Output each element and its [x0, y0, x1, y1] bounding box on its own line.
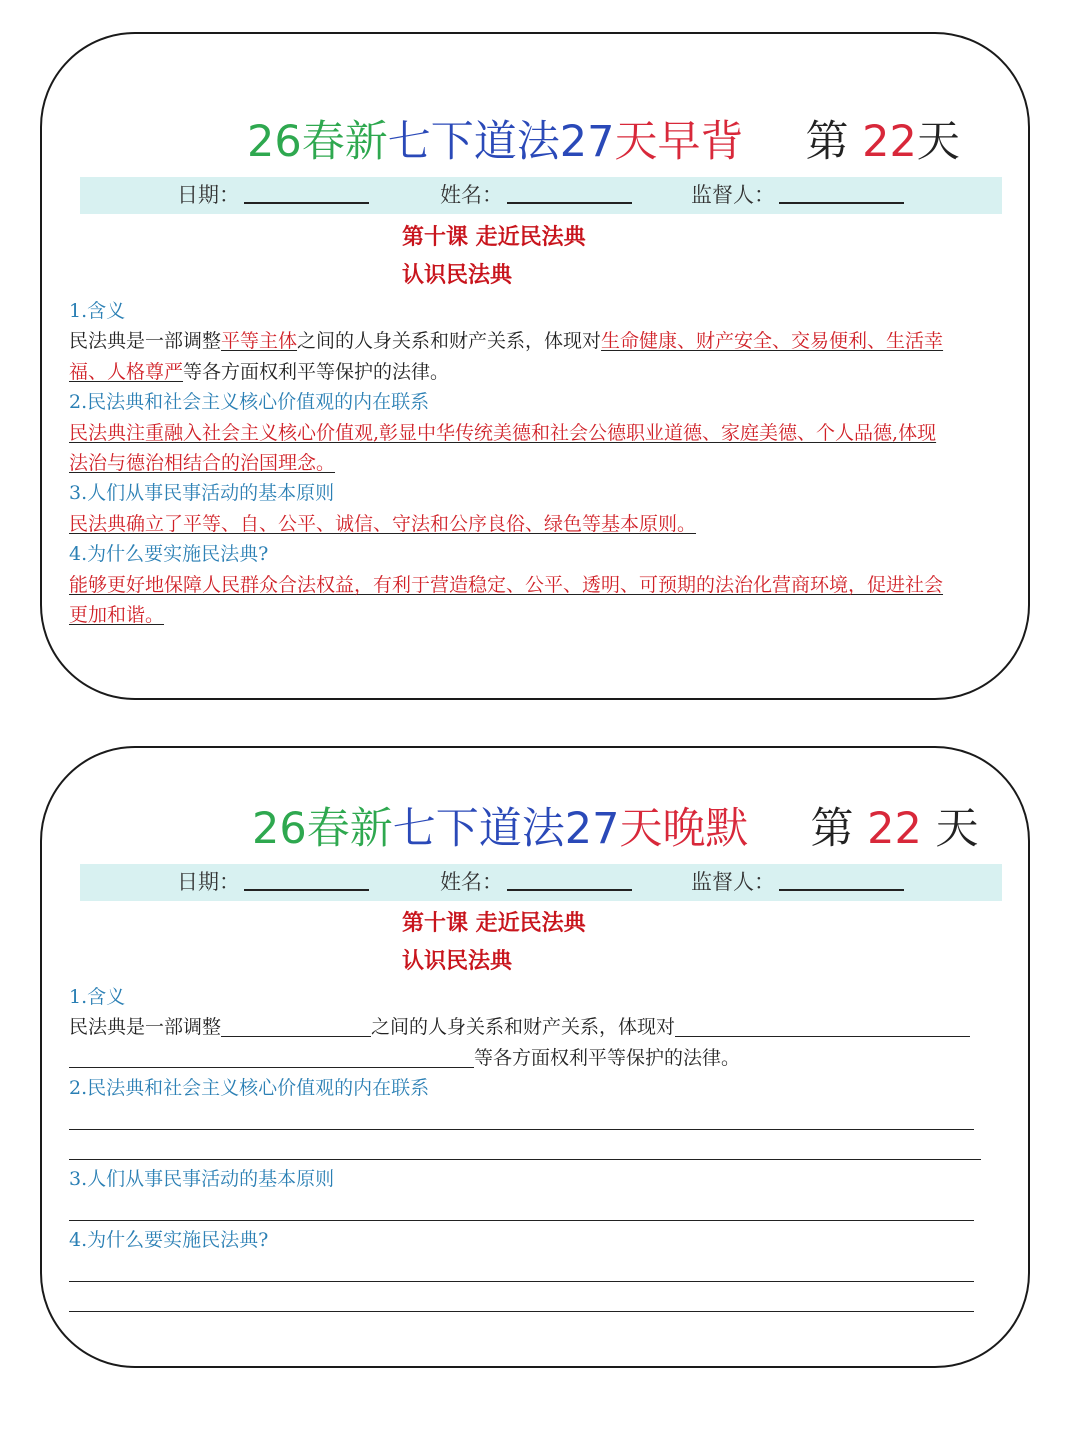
- supervisor-blank[interactable]: [779, 178, 904, 204]
- title-prefix: 26春新: [252, 804, 393, 854]
- day-number: 22: [862, 117, 917, 167]
- q1-answer-2: 生命健康、财产安全、交易便利、生活幸: [601, 330, 944, 353]
- morning-recite-card: [40, 32, 1030, 700]
- q1-text-1: 民法典是一部调整: [69, 1016, 222, 1039]
- q1-blank-3[interactable]: [69, 1045, 474, 1068]
- q1-line-2: [69, 357, 1014, 387]
- name-field: [440, 177, 632, 214]
- q1-answer-1: 平等主体: [221, 330, 298, 353]
- title-count: 7: [587, 117, 615, 167]
- recite-content: [69, 296, 1014, 630]
- q2-answer-line-2[interactable]: [69, 1134, 1014, 1164]
- q1-text-2: 之间的人身关系和财产关系，体现对: [371, 1016, 676, 1039]
- q1-line-1: [69, 1012, 1014, 1042]
- title-count: 7: [592, 804, 620, 854]
- date-label: 日期：: [177, 183, 240, 207]
- title-subject: 七下道法2: [392, 804, 593, 854]
- q1-text-2: 之间的人身关系和财产关系，体现对: [297, 330, 602, 353]
- date-field: [177, 177, 369, 214]
- date-blank[interactable]: [244, 178, 369, 204]
- section-title: 认识民法典: [402, 262, 513, 288]
- q1-heading: 1.含义: [69, 300, 126, 322]
- supervisor-blank[interactable]: [779, 865, 904, 891]
- title-mode: 早背: [657, 117, 744, 167]
- dictation-content: [69, 982, 1014, 1316]
- day-label: 第: [805, 117, 849, 167]
- q3-answer-1: 民法典确立了平等、自、公平、诚信、守法和公序良俗、绿色等基本原则。: [69, 512, 697, 535]
- day-number: 22: [867, 804, 922, 854]
- date-label: 日期：: [177, 870, 240, 894]
- q1-heading: 1.含义: [69, 986, 126, 1008]
- q1-line-2: [69, 1043, 1014, 1073]
- title-days: 天: [619, 804, 663, 854]
- q4-answer-line-1[interactable]: [69, 1256, 1014, 1286]
- q1-line-1: [69, 326, 1014, 356]
- card-title: [247, 116, 1007, 168]
- name-blank[interactable]: [507, 865, 632, 891]
- info-bar: [80, 177, 1002, 214]
- q2-heading: 2.民法典和社会主义核心价值观的内在联系: [69, 391, 430, 414]
- q4-heading: 4.为什么要实施民法典?: [69, 1229, 269, 1252]
- date-field: [177, 864, 369, 901]
- section-title: 认识民法典: [402, 948, 513, 974]
- q1-blank-1[interactable]: [221, 1014, 371, 1037]
- name-field: [440, 864, 632, 901]
- q2-answer-2: 法治与德治相结合的治国理念。: [69, 451, 336, 474]
- evening-dictation-card: [40, 746, 1030, 1368]
- q1-blank-2[interactable]: [675, 1014, 970, 1037]
- title-subject: 七下道法2: [387, 117, 588, 167]
- q3-heading: 3.人们从事民事活动的基本原则: [69, 482, 335, 505]
- q3-answer-line-1[interactable]: [69, 1195, 1014, 1225]
- title-prefix: 26春新: [247, 117, 388, 167]
- q2-answer-line-1[interactable]: [69, 1104, 1014, 1134]
- q1-text-3: 等各方面权利平等保护的法律。: [183, 360, 450, 383]
- info-bar: [80, 864, 1002, 901]
- title-days: 天: [614, 117, 658, 167]
- lesson-title: 第十课 走近民法典: [402, 910, 586, 936]
- q4-answer-line-2[interactable]: [69, 1286, 1014, 1316]
- q2-heading: 2.民法典和社会主义核心价值观的内在联系: [69, 1077, 430, 1100]
- name-blank[interactable]: [507, 178, 632, 204]
- name-label: 姓名：: [440, 870, 503, 894]
- day-label: 第: [810, 804, 854, 854]
- q1-answer-3: 福、人格尊严: [69, 360, 184, 383]
- q4-answer-1: 能够更好地保障人民群众合法权益，有利于营造稳定、公平、透明、可预期的法治化营商环境，促进社会: [69, 573, 944, 596]
- q4-heading: 4.为什么要实施民法典?: [69, 543, 269, 566]
- lesson-title: 第十课 走近民法典: [402, 224, 586, 250]
- supervisor-label: 监督人：: [691, 870, 775, 894]
- day-unit: 天: [935, 804, 979, 854]
- name-label: 姓名：: [440, 183, 503, 207]
- card-title: [252, 803, 1012, 855]
- supervisor-field: [691, 177, 904, 214]
- supervisor-field: [691, 864, 904, 901]
- supervisor-label: 监督人：: [691, 183, 775, 207]
- q4-answer-2: 更加和谐。: [69, 603, 165, 626]
- q3-heading: 3.人们从事民事活动的基本原则: [69, 1168, 335, 1191]
- q2-answer-1: 民法典注重融入社会主义核心价值观,彰显中华传统美德和社会公德职业道德、家庭美德、个人品德,体现: [69, 421, 937, 444]
- q1-text-1: 民法典是一部调整: [69, 330, 222, 353]
- date-blank[interactable]: [244, 865, 369, 891]
- title-mode: 晚默: [662, 804, 749, 854]
- day-unit: 天: [916, 117, 960, 167]
- q1-text-3: 等各方面权利平等保护的法律。: [474, 1046, 741, 1069]
